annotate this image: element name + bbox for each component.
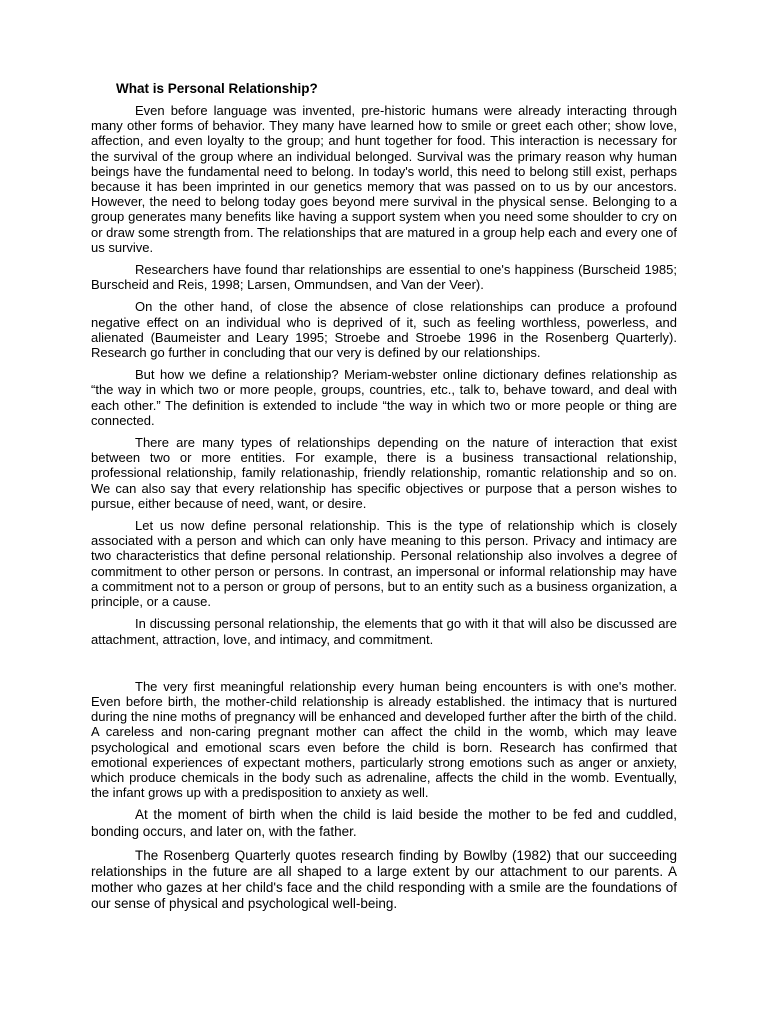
- paragraph-4: But how we define a relationship? Meriam-webster online dictionary defines relationship as “the way in which two or more people, groups, countries, etc., talk to, behave toward, and deal with each other.” The definition is extended to include “the way in which two or more people or thing are connected.: [91, 367, 677, 428]
- paragraph-2: Researchers have found thar relationships are essential to one's happiness (Burscheid 1985; Burscheid and Reis, 1998; Larsen, Ommundsen, and Van der Veer).: [91, 262, 677, 293]
- document-title: What is Personal Relationship?: [116, 81, 318, 96]
- paragraph-3: On the other hand, of close the absence of close relationships can produce a profound negative effect on an individual who is deprived of it, such as feeling worthless, powerless, and alienated (Baumeister and Leary 1995; Stroebe and Stroebe 1996 in the Rosenberg Quarterly). Research go further in concluding that our very is defined by our relationships.: [91, 299, 677, 361]
- paragraph-10: The Rosenberg Quarterly quotes research finding by Bowlby (1982) that our succeeding relationships in the future are all shaped to a large extent by our attachment to our parents. A mother who gazes at her child's face and the child responding with a smile are the foundations of our sense of physical and psychological well-being.: [91, 847, 677, 912]
- paragraph-6: Let us now define personal relationship. This is the type of relationship which is closely associated with a person and which can only have meaning to this person. Privacy and intimacy are two characteristics that define personal relationship. Personal relationship also involves a degree of commitment to other person or persons. In contrast, an impersonal or informal relationship may have a commitment not to a person or group of persons, but to an entity such as a business organization, a principle, or a cause.: [91, 518, 677, 610]
- paragraph-7: In discussing personal relationship, the elements that go with it that will also be discussed are attachment, attraction, love, and intimacy, and commitment.: [91, 616, 677, 647]
- paragraph-1: Even before language was invented, pre-historic humans were already interacting through many other forms of behavior. They many have learned how to smile or greet each other; show love, affection, and even loyalty to the group; and hunt together for food. This interaction is necessary for the survival of the group where an individual belonged. Survival was the primary reason why human beings have the fundamental need to belong. In today's world, this need to belong still exist, perhaps because it has been imprinted in our genetics memory that was passed on to us by our ancestors. However, the need to belong today goes beyond mere survival in the physical sense. Belonging to a group generates many benefits like having a support system when you need some shoulder to cry on or draw some strength from. The relationships that are matured in a group help each and every one of us survive.: [91, 103, 677, 255]
- document-page: [91, 80, 677, 921]
- paragraph-9: At the moment of birth when the child is laid beside the mother to be fed and cuddled, bonding occurs, and later on, with the father.: [91, 807, 677, 839]
- paragraph-8: The very first meaningful relationship every human being encounters is with one's mother. Even before birth, the mother-child relationship is already established. the intimacy that is nurtured during the nine moths of pregnancy will be enhanced and developed further after the birth of the child. A careless and non-caring pregnant mother can affect the child in the womb, which may leave psychological and emotional scars even before the child is born. Research has confirmed that emotional experiences of expectant mothers, particularly strong emotions such as anger or anxiety, which produce chemicals in the body such as adrenaline, affects the child in the womb. Eventually, the infant grows up with a predisposition to anxiety as well.: [91, 678, 677, 801]
- section-gap: [91, 654, 677, 679]
- paragraph-5: There are many types of relationships depending on the nature of interaction that exist between two or more entities. For example, there is a business transactional relationship, professional relationship, family relationaship, friendly relationship, romantic relationship and so on. We can also say that every relationship has specific objectives or purpose that a person wishes to pursue, either because of need, want, or desire.: [91, 435, 677, 511]
